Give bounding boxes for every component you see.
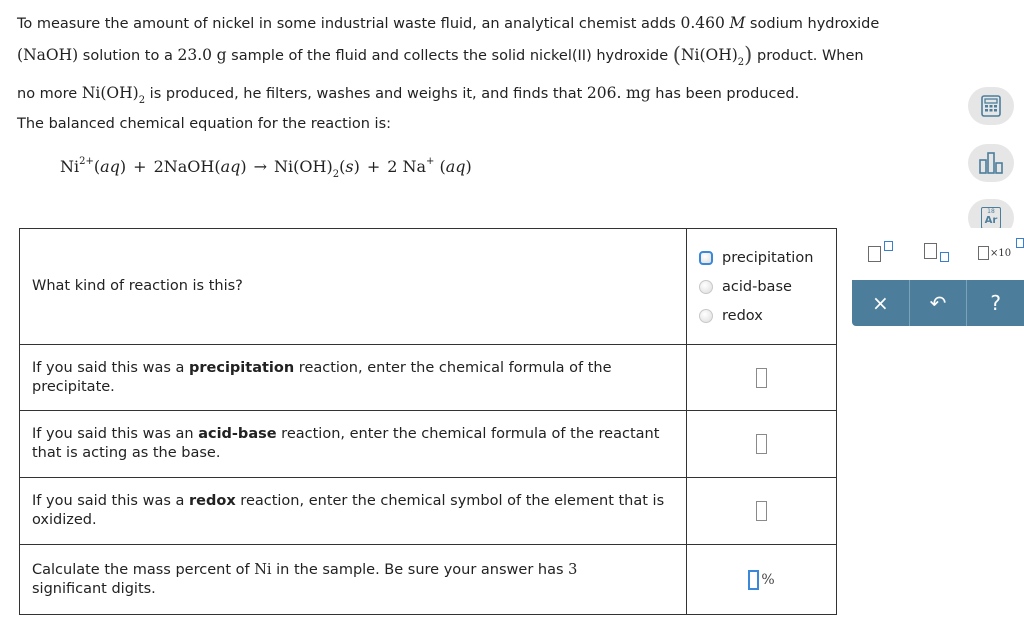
radio-icon[interactable] [699, 251, 713, 265]
math-toolbar [852, 228, 1024, 326]
table-row [20, 478, 837, 545]
undo-button[interactable] [910, 280, 968, 326]
precipitate-answer-input[interactable] [756, 368, 767, 388]
oxidized-answer-input[interactable] [756, 501, 767, 521]
subscript-base-icon [924, 243, 937, 259]
found-mass-unit: mg [626, 84, 651, 102]
option-redox[interactable]: redox [699, 301, 836, 330]
intro-line-2: (NaOH) solution to a 23.0 g sample of the fluid and collects the solid nickel(II) hydroxide $(Ni(OH)_2)$ product. When [17, 43, 864, 68]
product-formula-2: $Ni(OH)_2$ [81, 84, 146, 106]
mass-percent-input[interactable] [748, 570, 759, 590]
close-icon: × [871, 291, 889, 315]
scientific-notation-button[interactable] [976, 238, 1024, 268]
times-ten-label: ×10 [990, 248, 1012, 259]
table-row [20, 229, 837, 345]
clear-button[interactable] [852, 280, 910, 326]
found-mass-value: 206. [586, 84, 622, 102]
balanced-equation: $Ni^{2+}(aq)$ + 2NaOH(aq) → $Ni(OH)_2(s) + 2$ Na+ (aq) [60, 156, 472, 180]
superscript-base-icon [868, 246, 881, 262]
superscript-button[interactable] [864, 238, 904, 268]
radio-icon[interactable] [699, 309, 713, 323]
question-mass-percent: Calculate the mass percent of Ni in the sample. Be sure your answer has 3 significant digits. [20, 545, 687, 615]
intro-line-3: no more $Ni(OH)_2$ is produced, he filters, washes and weighs it, and finds that 206. mg has been produced. [17, 84, 800, 106]
undo-icon: ↶ [929, 291, 947, 315]
bar-chart-icon [978, 151, 1004, 175]
help-icon: ? [990, 291, 1001, 315]
problem-statement [17, 8, 972, 116]
concentration-value: 0.460 [680, 14, 725, 32]
question-base: If you said this was an acid-base reaction, enter the chemical formula of the reactant that is acting as the base. [20, 411, 687, 478]
naoh-formula: NaOH [23, 46, 73, 64]
reaction-arrow: → [253, 157, 268, 176]
option-acid-base[interactable]: acid-base [699, 272, 836, 301]
calculator-icon [980, 95, 1002, 117]
product-formula: $(Ni(OH)_2)$ [672, 43, 753, 68]
mass-unit: g [216, 46, 227, 64]
help-button[interactable] [967, 280, 1024, 326]
superscript-exp-icon [884, 241, 893, 251]
percent-unit: % [761, 571, 775, 588]
equation-label: The balanced chemical equation for the reaction is: [17, 116, 392, 132]
reaction-type-options [687, 229, 837, 345]
option-precipitation[interactable]: precipitation [699, 243, 836, 272]
question-table [19, 228, 837, 615]
intro-line-1: To measure the amount of nickel in some industrial waste fluid, an analytical chemist adds 0.460 M sodium hydroxide [17, 14, 880, 32]
table-row [20, 345, 837, 411]
subscript-button[interactable] [920, 238, 960, 268]
table-row [20, 411, 837, 478]
question-reaction-type: What kind of reaction is this? [20, 229, 687, 345]
question-oxidized: If you said this was a redox reaction, enter the chemical symbol of the element that is oxidized. [20, 478, 687, 545]
periodic-element-icon: 18 Ar [981, 207, 1001, 229]
calculator-button[interactable] [968, 87, 1014, 125]
data-button[interactable] [968, 144, 1014, 182]
mass-value: 23.0 [177, 46, 212, 64]
question-precipitate: If you said this was a precipitation reaction, enter the chemical formula of the precipitate. [20, 345, 687, 411]
mantissa-icon [978, 246, 989, 260]
concentration-unit: M [729, 14, 746, 32]
subscript-sub-icon [940, 252, 949, 262]
base-answer-input[interactable] [756, 434, 767, 454]
table-row [20, 545, 837, 615]
exponent-icon [1016, 238, 1024, 248]
radio-icon[interactable] [699, 280, 713, 294]
